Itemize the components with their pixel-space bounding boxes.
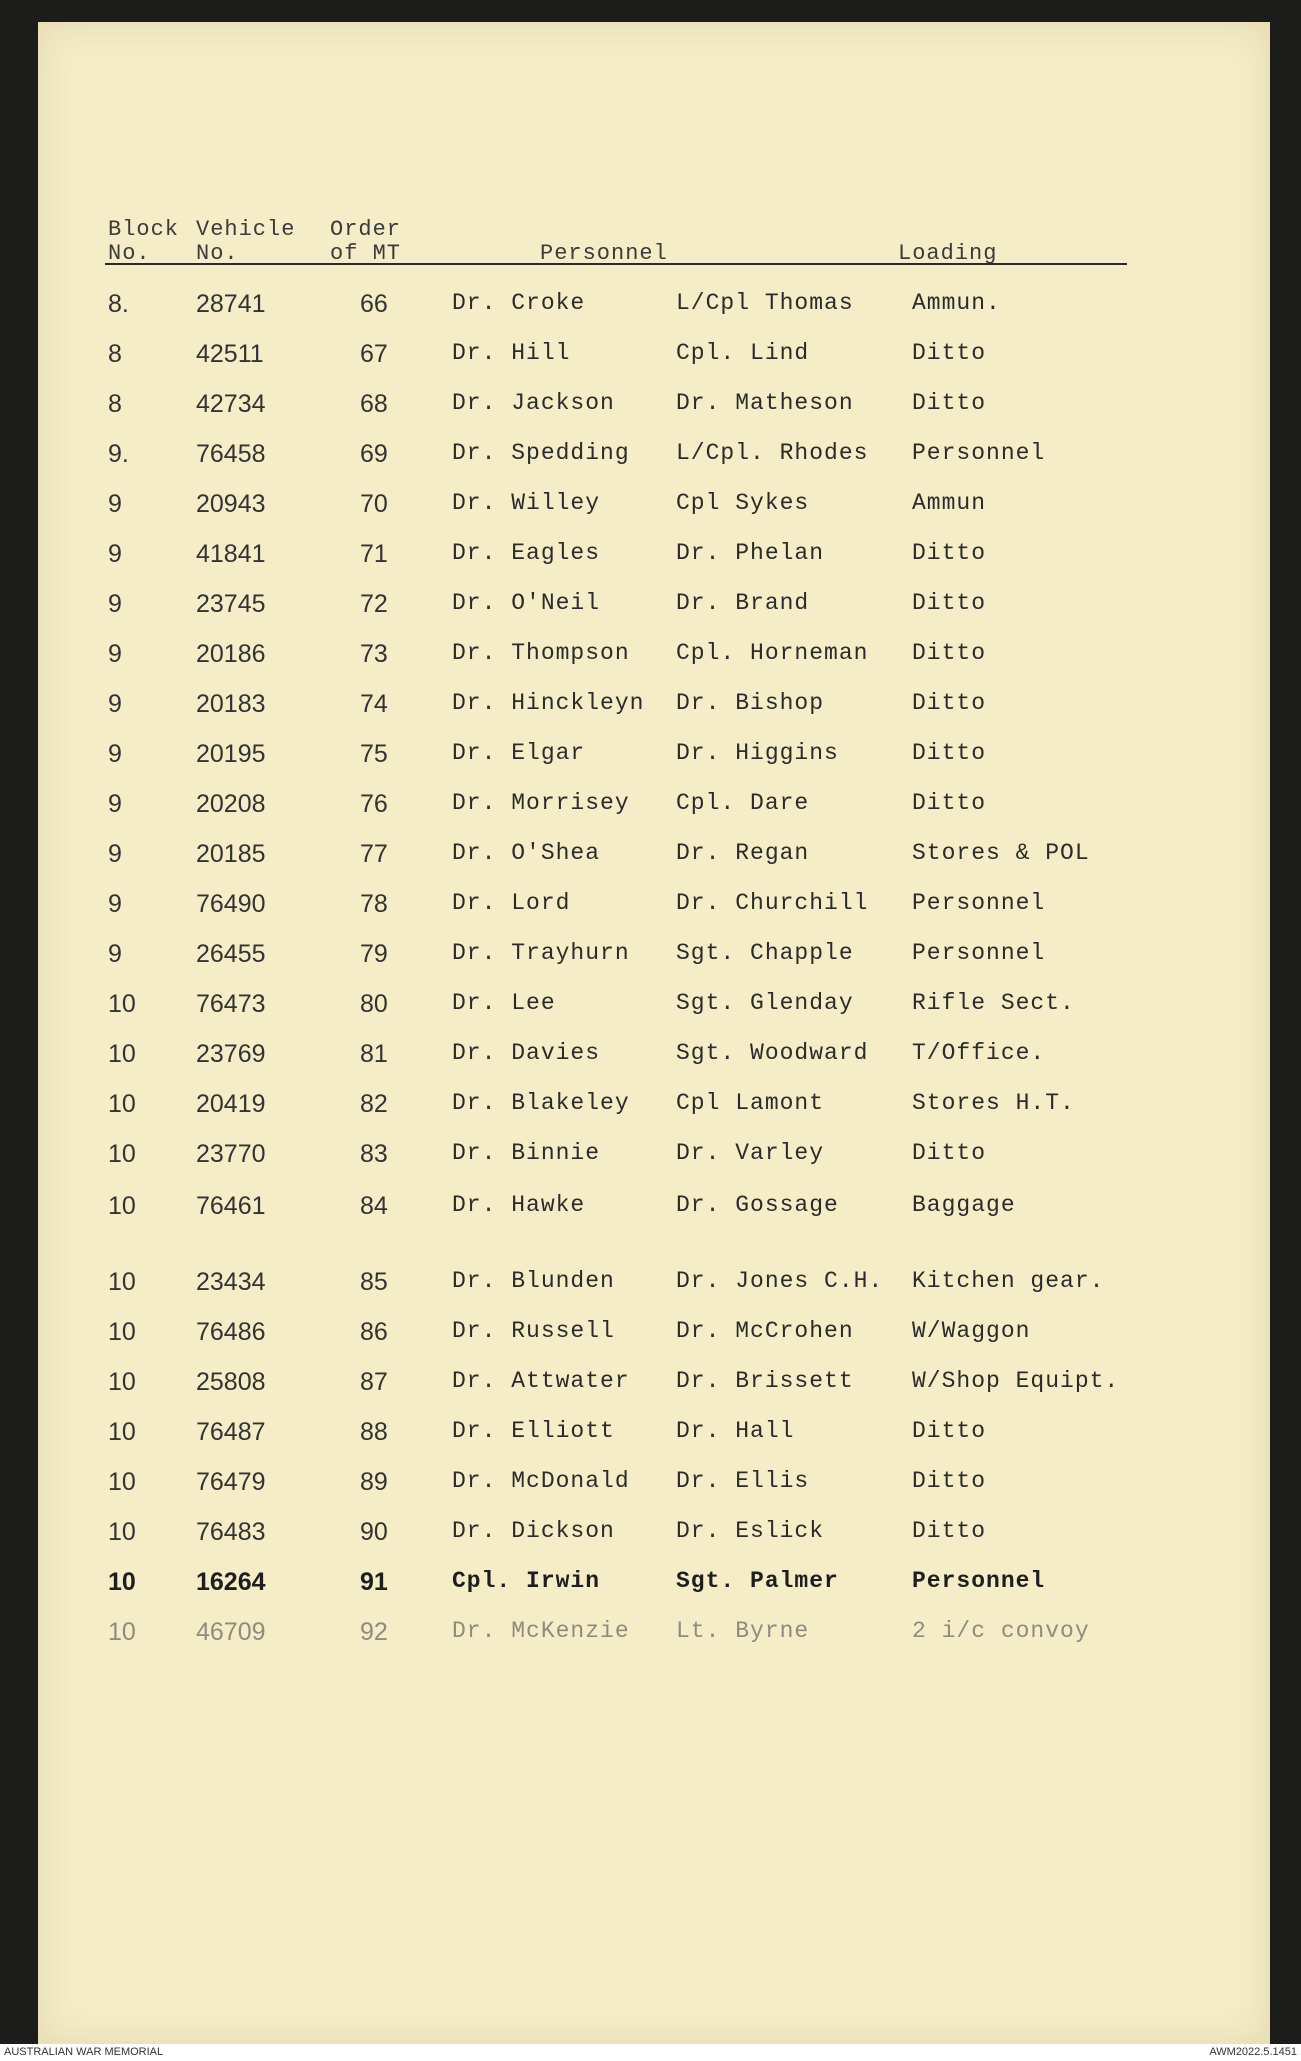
driver-cell: Dr. Davies (452, 1040, 601, 1066)
loading-cell: Ditto (912, 790, 987, 816)
loading-cell: W/Waggon (912, 1318, 1031, 1344)
crew-cell: Cpl. Lind (676, 340, 810, 366)
block-cell: 8 (108, 390, 122, 418)
vehicle-cell: 76473 (196, 990, 266, 1018)
loading-cell: Ditto (912, 390, 987, 416)
table-row (0, 490, 1301, 530)
header-vehicle-line1: Vehicle (196, 217, 296, 242)
driver-cell: Dr. McKenzie (452, 1618, 630, 1644)
loading-cell: Stores & POL (912, 840, 1090, 866)
order-cell: 90 (360, 1518, 388, 1546)
block-cell: 10 (108, 1418, 136, 1446)
block-cell: 9 (108, 740, 122, 768)
loading-cell: Ditto (912, 1418, 987, 1444)
vehicle-cell: 76490 (196, 890, 266, 918)
driver-cell: Dr. Lee (452, 990, 556, 1016)
table-row (0, 1090, 1301, 1130)
driver-cell: Dr. Binnie (452, 1140, 601, 1166)
vehicle-cell: 42511 (196, 340, 264, 368)
loading-cell: Ammun. (912, 290, 1001, 316)
order-cell: 77 (360, 840, 388, 868)
order-cell: 85 (360, 1268, 388, 1296)
driver-cell: Dr. Jackson (452, 390, 615, 416)
order-cell: 68 (360, 390, 388, 418)
vehicle-cell: 20186 (196, 640, 266, 668)
table-row (0, 1368, 1301, 1408)
table-row (0, 290, 1301, 330)
order-cell: 74 (360, 690, 388, 718)
header-block-line2: No. (108, 241, 151, 266)
crew-cell: Cpl Sykes (676, 490, 810, 516)
crew-cell: Dr. Brissett (676, 1368, 854, 1394)
vehicle-cell: 23434 (196, 1268, 266, 1296)
table-row (0, 340, 1301, 380)
table-row (0, 840, 1301, 880)
vehicle-cell: 41841 (196, 540, 266, 568)
crew-cell: Sgt. Palmer (676, 1568, 839, 1594)
crew-cell: Dr. Regan (676, 840, 810, 866)
crew-cell: Sgt. Chapple (676, 940, 854, 966)
driver-cell: Dr. Willey (452, 490, 601, 516)
driver-cell: Dr. O'Neil (452, 590, 601, 616)
driver-cell: Dr. Croke (452, 290, 586, 316)
order-cell: 91 (360, 1568, 388, 1596)
crew-cell: Lt. Byrne (676, 1618, 810, 1644)
order-cell: 71 (360, 540, 388, 568)
vehicle-cell: 46709 (196, 1618, 266, 1646)
loading-cell: Ditto (912, 1518, 987, 1544)
header-order-line2: of MT (330, 241, 402, 266)
vehicle-cell: 26455 (196, 940, 266, 968)
header-vehicle (196, 218, 295, 266)
table-row (0, 890, 1301, 930)
block-cell: 9 (108, 490, 122, 518)
driver-cell: Dr. Attwater (452, 1368, 630, 1394)
header-order-line1: Order (330, 217, 402, 242)
loading-cell: W/Shop Equipt. (912, 1368, 1120, 1394)
header-rule (105, 263, 1127, 265)
driver-cell: Dr. McDonald (452, 1468, 630, 1494)
order-cell: 79 (360, 940, 388, 968)
order-cell: 82 (360, 1090, 388, 1118)
header-loading: Loading (898, 241, 998, 266)
table-row (0, 990, 1301, 1030)
table-row (0, 1468, 1301, 1508)
table-row (0, 1618, 1301, 1658)
loading-cell: Personnel (912, 890, 1046, 916)
block-cell: 9 (108, 890, 122, 918)
order-cell: 80 (360, 990, 388, 1018)
loading-cell: Personnel (912, 440, 1046, 466)
header-block-line1: Block (108, 217, 180, 242)
vehicle-cell: 76487 (196, 1418, 266, 1446)
table-row (0, 590, 1301, 630)
driver-cell: Dr. Hill (452, 340, 571, 366)
loading-cell: Ditto (912, 340, 987, 366)
vehicle-cell: 20419 (196, 1090, 266, 1118)
crew-cell: Dr. Eslick (676, 1518, 825, 1544)
order-cell: 87 (360, 1368, 388, 1396)
table-row (0, 1140, 1301, 1180)
driver-cell: Dr. Dickson (452, 1518, 615, 1544)
loading-cell: Ditto (912, 1468, 987, 1494)
block-cell: 10 (108, 1090, 136, 1118)
loading-cell: Kitchen gear. (912, 1268, 1105, 1294)
crew-cell: Dr. Varley (676, 1140, 825, 1166)
loading-cell: Personnel (912, 940, 1046, 966)
block-cell: 10 (108, 1140, 136, 1168)
vehicle-cell: 76483 (196, 1518, 266, 1546)
block-cell: 9 (108, 790, 122, 818)
order-cell: 69 (360, 440, 388, 468)
block-cell: 10 (108, 1468, 136, 1496)
block-cell: 9 (108, 540, 122, 568)
vehicle-cell: 76479 (196, 1468, 266, 1496)
block-cell: 8. (108, 290, 129, 318)
vehicle-cell: 23769 (196, 1040, 266, 1068)
loading-cell: Personnel (912, 1568, 1046, 1594)
loading-cell: Ditto (912, 690, 987, 716)
loading-cell: Ditto (912, 1140, 987, 1166)
footer-reference: AWM2022.5.1451 (1209, 2046, 1297, 2058)
header-personnel: Personnel (540, 241, 668, 266)
crew-cell: L/Cpl Thomas (676, 290, 854, 316)
vehicle-cell: 20208 (196, 790, 266, 818)
crew-cell: Dr. Phelan (676, 540, 825, 566)
table-row (0, 440, 1301, 480)
table-row (0, 940, 1301, 980)
vehicle-cell: 20943 (196, 490, 266, 518)
block-cell: 9 (108, 590, 122, 618)
order-cell: 76 (360, 790, 388, 818)
order-cell: 89 (360, 1468, 388, 1496)
driver-cell: Dr. Hinckleyn (452, 690, 645, 716)
table-row (0, 740, 1301, 780)
block-cell: 10 (108, 1268, 136, 1296)
order-cell: 73 (360, 640, 388, 668)
driver-cell: Dr. Thompson (452, 640, 630, 666)
driver-cell: Dr. Elliott (452, 1418, 615, 1444)
vehicle-cell: 25808 (196, 1368, 266, 1396)
vehicle-cell: 23745 (196, 590, 266, 618)
crew-cell: Dr. Gossage (676, 1192, 839, 1218)
table-row (0, 1192, 1301, 1232)
block-cell: 10 (108, 1318, 136, 1346)
crew-cell: Dr. Bishop (676, 690, 825, 716)
driver-cell: Dr. Trayhurn (452, 940, 630, 966)
loading-cell: Stores H.T. (912, 1090, 1075, 1116)
vehicle-cell: 20183 (196, 690, 266, 718)
order-cell: 88 (360, 1418, 388, 1446)
header-order (330, 218, 401, 266)
crew-cell: Dr. McCrohen (676, 1318, 854, 1344)
order-cell: 92 (360, 1618, 388, 1646)
crew-cell: Dr. Ellis (676, 1468, 810, 1494)
order-cell: 84 (360, 1192, 388, 1220)
block-cell: 10 (108, 1568, 136, 1596)
order-cell: 70 (360, 490, 388, 518)
block-cell: 9 (108, 640, 122, 668)
table-row (0, 1518, 1301, 1558)
header-block (108, 218, 179, 266)
driver-cell: Dr. Spedding (452, 440, 630, 466)
vehicle-cell: 76486 (196, 1318, 266, 1346)
vehicle-cell: 42734 (196, 390, 266, 418)
table-row (0, 1418, 1301, 1458)
order-cell: 81 (360, 1040, 388, 1068)
crew-cell: Dr. Matheson (676, 390, 854, 416)
driver-cell: Dr. Morrisey (452, 790, 630, 816)
loading-cell: Ditto (912, 590, 987, 616)
footer-bar (0, 2044, 1301, 2061)
table-row (0, 1040, 1301, 1080)
driver-cell: Dr. Blakeley (452, 1090, 630, 1116)
crew-cell: Cpl. Dare (676, 790, 810, 816)
driver-cell: Dr. O'Shea (452, 840, 601, 866)
driver-cell: Dr. Russell (452, 1318, 615, 1344)
order-cell: 72 (360, 590, 388, 618)
loading-cell: Ammun (912, 490, 987, 516)
order-cell: 75 (360, 740, 388, 768)
loading-cell: Ditto (912, 540, 987, 566)
driver-cell: Dr. Hawke (452, 1192, 586, 1218)
order-cell: 78 (360, 890, 388, 918)
driver-cell: Dr. Elgar (452, 740, 586, 766)
crew-cell: Sgt. Glenday (676, 990, 854, 1016)
table-row (0, 790, 1301, 830)
driver-cell: Dr. Eagles (452, 540, 601, 566)
table-row (0, 1318, 1301, 1358)
table-row (0, 390, 1301, 430)
table-row (0, 1268, 1301, 1308)
loading-cell: Ditto (912, 740, 987, 766)
loading-cell: T/Office. (912, 1040, 1046, 1066)
crew-cell: L/Cpl. Rhodes (676, 440, 869, 466)
loading-cell: Ditto (912, 640, 987, 666)
driver-cell: Dr. Blunden (452, 1268, 615, 1294)
block-cell: 9 (108, 690, 122, 718)
crew-cell: Cpl. Horneman (676, 640, 869, 666)
block-cell: 10 (108, 1518, 136, 1546)
block-cell: 10 (108, 1040, 136, 1068)
vehicle-cell: 20185 (196, 840, 266, 868)
vehicle-cell: 76458 (196, 440, 266, 468)
loading-cell: Rifle Sect. (912, 990, 1075, 1016)
vehicle-cell: 76461 (196, 1192, 266, 1220)
order-cell: 67 (360, 340, 388, 368)
crew-cell: Dr. Jones C.H. (676, 1268, 884, 1294)
crew-cell: Dr. Brand (676, 590, 810, 616)
header-vehicle-line2: No. (196, 241, 239, 266)
block-cell: 9 (108, 840, 122, 868)
order-cell: 83 (360, 1140, 388, 1168)
loading-cell: 2 i/c convoy (912, 1618, 1090, 1644)
vehicle-cell: 28741 (196, 290, 266, 318)
vehicle-cell: 16264 (196, 1568, 266, 1596)
crew-cell: Cpl Lamont (676, 1090, 825, 1116)
crew-cell: Sgt. Woodward (676, 1040, 869, 1066)
block-cell: 10 (108, 1618, 136, 1646)
order-cell: 66 (360, 290, 388, 318)
loading-cell: Baggage (912, 1192, 1016, 1218)
table-row (0, 540, 1301, 580)
table-row (0, 1568, 1301, 1608)
vehicle-cell: 20195 (196, 740, 266, 768)
driver-cell: Cpl. Irwin (452, 1568, 601, 1594)
table-row (0, 640, 1301, 680)
block-cell: 9 (108, 940, 122, 968)
block-cell: 9. (108, 440, 129, 468)
crew-cell: Dr. Churchill (676, 890, 869, 916)
block-cell: 10 (108, 1192, 136, 1220)
block-cell: 10 (108, 990, 136, 1018)
vehicle-cell: 23770 (196, 1140, 266, 1168)
block-cell: 10 (108, 1368, 136, 1396)
order-cell: 86 (360, 1318, 388, 1346)
driver-cell: Dr. Lord (452, 890, 571, 916)
block-cell: 8 (108, 340, 122, 368)
crew-cell: Dr. Hall (676, 1418, 795, 1444)
footer-institution: AUSTRALIAN WAR MEMORIAL (4, 2046, 164, 2058)
table-row (0, 690, 1301, 730)
crew-cell: Dr. Higgins (676, 740, 839, 766)
